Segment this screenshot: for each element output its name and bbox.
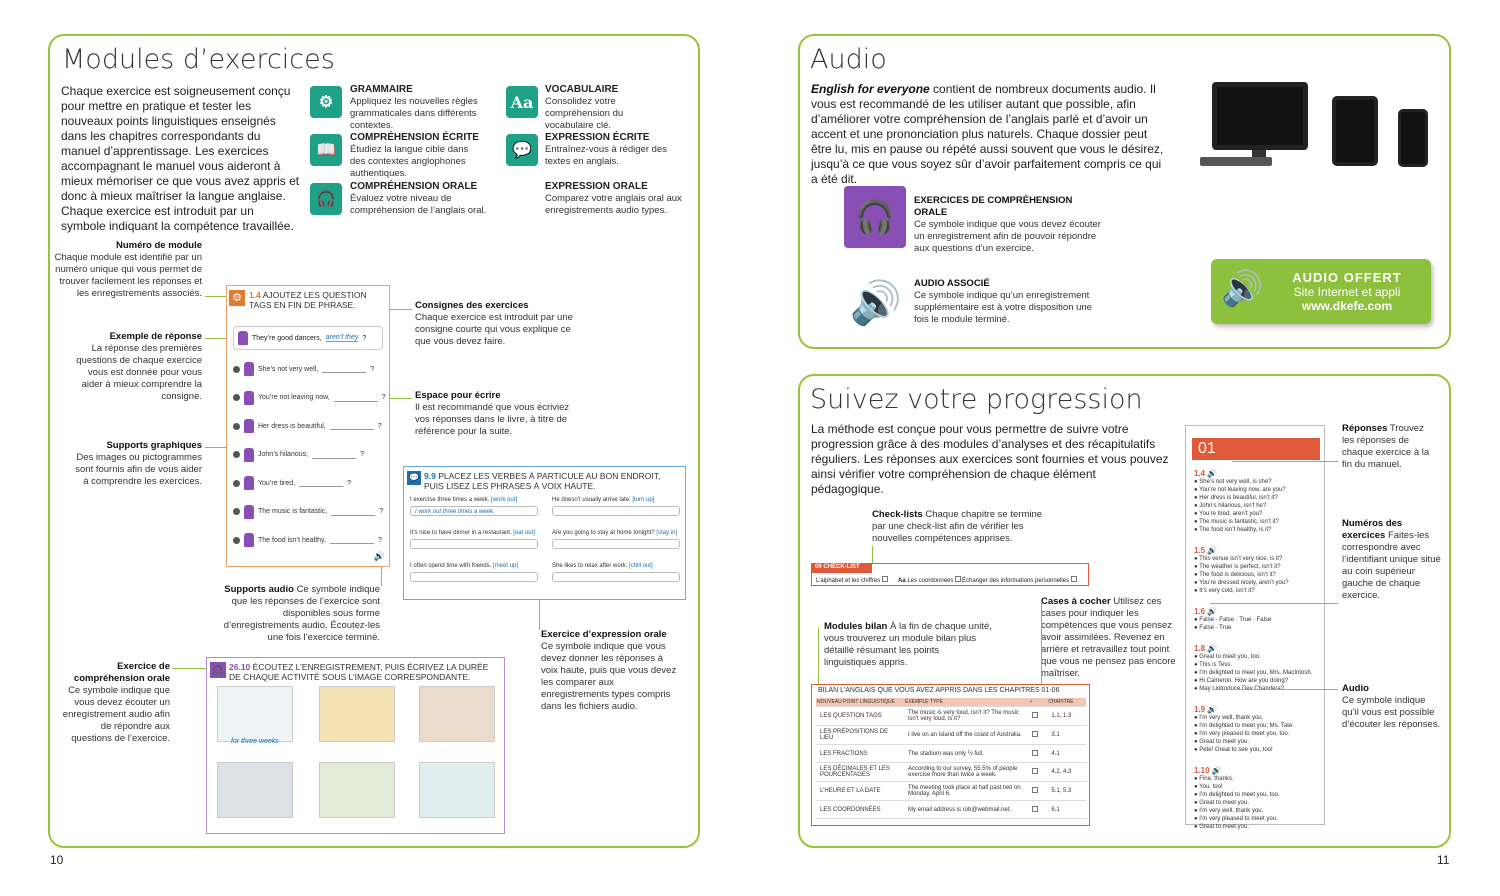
figure-icon — [244, 476, 254, 490]
item-verb: [eat out] — [513, 530, 535, 536]
annotation-desc: Trouvez les réponses de chaque exercice à la fin du manuel. — [1342, 423, 1430, 470]
tablet-icon — [1332, 96, 1378, 166]
answer-blank[interactable] — [334, 394, 378, 402]
activity-image — [419, 686, 495, 742]
figure-icon — [244, 419, 254, 433]
checkbox[interactable] — [1032, 787, 1038, 793]
feature-desc: Comparez votre anglais oral aux enregistrements audio types. — [545, 193, 682, 216]
headphones-icon: 🎧 — [844, 186, 906, 248]
book-icon: 📖 — [310, 134, 342, 166]
cell-chapter: 4.1 — [1047, 745, 1086, 763]
item-text: I exercise three times a week. — [410, 497, 490, 503]
answer-line: ● I’m delighted to meet you, too. — [1194, 792, 1280, 798]
answer-line: ● You’re tired, aren’t you? — [1194, 511, 1263, 517]
checklist-item: Échanger des informations personnelles — [962, 576, 1077, 584]
checklist-item: Aa Les coordonnées — [898, 576, 961, 584]
table-row — [816, 745, 1086, 763]
answer-line: ● Fine, thanks. — [1194, 776, 1234, 782]
item-text: The food isn’t healthy, — [258, 536, 326, 544]
figure-icon — [244, 362, 254, 376]
gear-icon: ⚙ — [310, 86, 342, 118]
annotation-title: Réponses — [1342, 423, 1388, 434]
annotation-desc: À la fin de chaque unité, vous trouverez un module bilan plus détaillé résumant les points linguistiques appris. — [824, 621, 992, 668]
feature-title: EXPRESSION ÉCRITE — [545, 132, 650, 143]
annotation-desc: Ce symbole indique que vous devez écouter un enregistrement audio afin de répondre aux questions de l’exercice. — [62, 685, 170, 744]
annotation-audio — [1342, 683, 1442, 731]
item-number — [233, 480, 240, 487]
answer-line: ● False · True — [1194, 625, 1232, 631]
item-text: It’s nice to have dinner in a restaurant. — [410, 530, 512, 536]
column-header: ✓ — [1028, 698, 1047, 707]
annotation-cases — [1041, 596, 1181, 680]
feature-desc: Appliquez les nouvelles règles grammaticales dans différents contextes. — [350, 96, 478, 131]
feature-desc: Étudiez la langue cible dans des contextes anglophones authentiques. — [350, 144, 469, 179]
exercise-item: You’re not leaving now, ? — [233, 391, 386, 405]
annotation-checklists — [872, 509, 1047, 545]
headphones-icon: 🎧 — [310, 183, 342, 215]
answer-blank[interactable] — [330, 422, 374, 430]
cell-example: I live on an island off the coast of Australia. — [904, 726, 1028, 745]
bilan-box — [811, 684, 1090, 826]
answer-field[interactable] — [410, 572, 538, 582]
annotation-title: Audio — [1342, 683, 1369, 694]
answer-line: ● It’s very cold, isn’t it? — [1194, 588, 1255, 594]
answer-block — [1194, 470, 1320, 534]
exercise-item — [410, 530, 538, 549]
answer-block — [1194, 608, 1320, 632]
answer-line: ● False · False · True · False — [1194, 617, 1272, 623]
answer-line: ● Great to meet you, too. — [1194, 654, 1261, 660]
example-answer: for three weeks — [231, 738, 279, 745]
feature-title: VOCABULAIRE — [545, 84, 619, 95]
audio-banner[interactable] — [1211, 259, 1431, 324]
aa-icon: Aa — [506, 86, 538, 118]
example-row: They’re good dancers, aren’t they ? — [233, 326, 383, 350]
checkbox[interactable] — [1032, 806, 1038, 812]
annotation-desc: Ce symbole indique qu’il vous est possible d’écouter les réponses. — [1342, 695, 1441, 730]
answer-line: ● Hi Cameron. How are you doing? — [1194, 678, 1289, 684]
annotation-title: Supports graphiques — [106, 440, 202, 451]
item-number — [233, 423, 240, 430]
answer-line: ● She’s not very well, is she? — [1194, 479, 1272, 485]
leader-line — [872, 546, 873, 564]
answer-line: ● I’m delighted to meet you, Mrs. MacIntosh. — [1194, 670, 1313, 676]
page-title: Modules d’exercices — [62, 44, 335, 75]
item-text: You’re not leaving now, — [258, 394, 330, 401]
answer-line: ● Pete! Great to see you, too! — [1194, 747, 1273, 753]
item-number — [233, 537, 240, 544]
exercise-number: 1.6 🔊 — [1194, 607, 1218, 616]
answer-line: ● The food isn’t healthy, is it? — [1194, 527, 1272, 533]
keyboard-icon — [1200, 157, 1272, 166]
banner-url[interactable]: www.dkefe.com — [1301, 299, 1393, 313]
answer-block — [1194, 645, 1320, 693]
annotation-writing-space — [415, 390, 575, 438]
banner-line1: AUDIO OFFERT — [1292, 270, 1402, 285]
answer-line: ● This venue isn’t very nice, is it? — [1194, 556, 1283, 562]
chapter-badge: 01 — [1192, 438, 1320, 460]
banner-line2: Site Internet et appli — [1293, 285, 1401, 299]
speech-bubble-icon: 💬 — [506, 134, 538, 166]
cell-point: LES PRÉPOSITIONS DE LIEU — [816, 726, 904, 745]
column-header: CHAPITRE — [1047, 698, 1086, 707]
answer-blank[interactable] — [330, 536, 374, 544]
audio-item-title: EXERCICES DE COMPRÉHENSION ORALE — [914, 195, 1073, 218]
item-text: I often spend time with friends. — [410, 563, 492, 569]
exercise-item — [410, 497, 538, 516]
annotation-title: Exercice de compréhension orale — [73, 661, 170, 684]
exercise-header — [207, 658, 504, 686]
annotation-title: Cases à cocher — [1041, 596, 1111, 607]
annotation-desc: Il est recommandé que vous écriviez vos réponses dans le livre, à titre de référence pour la suite. — [415, 402, 570, 437]
activity-image — [217, 686, 293, 742]
page-number: 11 — [1437, 853, 1450, 867]
cell-example: The stadium was only ½ full. — [904, 745, 1028, 763]
sample-exercise-phrasal-verbs — [403, 466, 686, 600]
leader-line — [818, 628, 819, 686]
checkbox[interactable] — [955, 576, 961, 582]
annotation-desc: Utilisez ces cases pour indiquer les compétences que vous pensez avoir assimilées. Revenez en arrière et retravaillez tout point que vous ne pensez pas encore maîtriser. — [1041, 596, 1176, 679]
exercise-item: She’s not very well, ? — [233, 362, 374, 376]
audio-item-desc: Ce symbole indique que vous devez écouter un enregistrement afin de pouvoir répondre aux questions d’un exercice. — [914, 219, 1101, 254]
audio-item — [914, 278, 1104, 326]
example-answer: aren’t they — [325, 334, 359, 341]
leader-line — [1214, 689, 1338, 690]
feature-desc: Consolidez votre compréhension du vocabulaire clé. — [545, 96, 624, 131]
answer-line: ● May I introduce Dev Chandera? — [1194, 686, 1285, 692]
annotation-title: Exemple de réponse — [109, 331, 202, 342]
exercise-number: 1.4 🔊 — [1194, 469, 1218, 478]
exercise-item: Her dress is beautiful, ? — [233, 419, 382, 433]
feature-title: GRAMMAIRE — [350, 84, 413, 95]
cell-chapter: 4.2, 4.3 — [1047, 763, 1086, 782]
cell-chapter: 5.1, 5.3 — [1047, 782, 1086, 801]
annotation-title: Numéros des exercices — [1342, 518, 1403, 541]
answer-line: ● Great to meet you. — [1194, 739, 1249, 745]
exercise-number: 1.10 🔊 — [1194, 766, 1222, 775]
annotation-answers — [1342, 423, 1434, 471]
checkbox-cell[interactable] — [1028, 745, 1047, 763]
annotation-instructions — [415, 300, 575, 348]
exercise-item — [552, 497, 680, 516]
annotation-graphics — [70, 440, 202, 488]
exercise-number: 1.9 🔊 — [1194, 705, 1218, 714]
column-header: NOUVEAU POINT LINGUISTIQUE — [816, 698, 904, 707]
item-text: John’s hilarious, — [258, 451, 309, 458]
bilan-title: BILAN L’ANGLAIS QUE VOUS AVEZ APPRIS DANS LES CHAPITRES 01-06 — [818, 687, 1060, 694]
item-text: You’re tired, — [258, 479, 296, 487]
exercise-item: The music is fantastic, ? — [233, 505, 383, 519]
exercise-item: John’s hilarious, ? — [233, 448, 364, 462]
answer-line: ● Great to meet you. — [1194, 824, 1249, 830]
exercise-number: 26.10 — [229, 662, 251, 672]
audio-title: Audio — [810, 44, 887, 75]
exercise-number: 1.4 — [249, 290, 261, 300]
item-text: The music is fantastic, — [258, 508, 328, 515]
activity-image — [419, 762, 495, 818]
answer-blank[interactable] — [312, 451, 356, 459]
annotation-desc: Chaque chapitre se termine par une check-list afin de vérifier les nouvelles compétences apprises. — [872, 509, 1043, 544]
page-number: 10 — [50, 853, 64, 867]
exercise-number: 9.9 — [424, 471, 436, 481]
figure-icon — [244, 391, 254, 405]
cell-point: LES DÉCIMALES ET LES POURCENTAGES — [816, 763, 904, 782]
checkbox-cell[interactable] — [1028, 801, 1047, 819]
speaker-icon: 🔊 — [373, 551, 385, 561]
answer-block — [1194, 547, 1320, 595]
exercise-item — [552, 530, 680, 549]
annotation-title: Modules bilan — [824, 621, 888, 632]
sample-exercise-question-tags — [226, 285, 390, 567]
answer-line: ● The music is fantastic, isn’t it? — [1194, 519, 1279, 525]
answer-line: ● I’m very well, thank you. — [1194, 808, 1264, 814]
example-text: They’re good dancers, — [252, 334, 322, 342]
gear-icon: ⚙ — [229, 290, 245, 306]
checklist-box — [811, 563, 1089, 586]
leader-line — [1232, 461, 1338, 462]
exercise-instruction: ÉCOUTEZ L’ENREGISTREMENT, PUIS ÉCRIVEZ LA DURÉE DE CHAQUE ACTIVITÉ SOUS L’IMAGE CORRESPONDANTE. — [229, 662, 489, 682]
item-verb: [chill out] — [629, 563, 653, 569]
answer-field[interactable] — [552, 506, 680, 516]
progress-intro: La méthode est conçue pour vous permettre de suivre votre progression grâce à des modules d’analyses et des récapitulatifs réguliers. Les réponses aux exercices sont fournies et vous pouvez ainsi vérifier votre compréhension de chaque élément pédagogique. — [811, 422, 1169, 496]
checklist-num: 06 — [815, 564, 822, 570]
item-verb: [meet up] — [493, 563, 519, 569]
answer-line: ● This is Tess. — [1194, 662, 1233, 668]
item-verb: [work out] — [491, 497, 518, 503]
answer-line: ● I’m very pleased to meet you. — [1194, 816, 1278, 822]
audio-intro-text: contient de nombreux documents audio. Il vous est recommandé de les utiliser autant que possible, afin d’améliorer votre compréhension de l’anglais parlé et d’avoir un accent et une prononciation plus naturels. Chaque dossier peut être lu, mis en pause ou répété aussi souvent que vous le désirez, jusqu’à ce que vous soyez sûr d’avoir parfaitement compris ce qui a été dit. — [811, 82, 1164, 186]
annotation-title: Check-lists — [872, 509, 923, 520]
checkbox[interactable] — [1032, 731, 1038, 737]
checkbox-cell[interactable] — [1028, 707, 1047, 726]
answer-line: ● Her dress is beautiful, isn’t it? — [1194, 495, 1278, 501]
item-text: She likes to relax after work. — [552, 563, 628, 569]
cell-example: My email address is rob@webmail.net. — [904, 801, 1028, 819]
annotation-desc: Chaque module est identifié par un numéro unique qui vous permet de trouver facilement les réponses et les enregistrements associés. — [54, 252, 202, 299]
speaker-icon: 🔊 — [1221, 270, 1264, 308]
annotation-module-number — [52, 240, 202, 300]
activity-image — [319, 762, 395, 818]
item-text: Are you going to stay at home tonight? — [552, 530, 655, 536]
audio-item — [914, 195, 1104, 255]
answer-blank[interactable] — [299, 479, 343, 487]
feature-title: EXPRESSION ORALE — [545, 181, 648, 192]
item-number — [233, 394, 240, 401]
annotation-bilan — [824, 621, 994, 669]
leader-line — [1210, 603, 1338, 604]
answer-line: ● I’m very well, thank you. — [1194, 715, 1264, 721]
annotation-title: Numéro de module — [115, 240, 202, 251]
answer-block — [1194, 706, 1320, 754]
cell-chapter: 6.1 — [1047, 801, 1086, 819]
figure-icon — [244, 533, 254, 547]
answer-blank[interactable] — [331, 508, 375, 516]
annotation-title: Exercice d’expression orale — [541, 629, 667, 640]
annotation-speaking — [541, 629, 681, 713]
cell-example: The meeting took place at half past two on Monday, April 6. — [904, 782, 1028, 801]
table-row — [816, 801, 1086, 819]
item-text: She’s not very well, — [258, 365, 319, 373]
book-title: English for everyone — [811, 82, 930, 96]
exercise-instruction: PLACEZ LES VERBES À PARTICULE AU BON ENDROIT, PUIS LISEZ LES PHRASES À VOIX HAUTE. — [424, 471, 661, 491]
figure-icon — [244, 505, 254, 519]
checkbox-cell[interactable] — [1028, 763, 1047, 782]
cell-chapter: 1.1, 1.3 — [1047, 707, 1086, 726]
answer-line: ● Great to meet you. — [1194, 800, 1249, 806]
progress-title: Suivez votre progression — [810, 384, 1143, 415]
feature-desc: Entraînez-vous à rédiger des textes en anglais. — [545, 144, 667, 167]
leader-line — [172, 668, 210, 669]
answer-field[interactable] — [410, 539, 538, 549]
cell-example: The music is very loud, isn’t it? The music isn’t very loud, is it? — [904, 707, 1028, 726]
cell-example: According to our survey, 55.5% of people exercise more than twice a week. — [904, 763, 1028, 782]
column-header: EXEMPLE TYPE — [904, 698, 1028, 707]
table-row — [816, 763, 1086, 782]
intro-text: Chaque exercice est soigneusement conçu pour mettre en pratique et tester les nouveaux points linguistiques enseignés dans les chapitres correspondants du manuel d’apprentissage. Les exercices accompagnant le manuel vous aideront à mieux mémoriser ce que vous avez appris et donc à mieux maîtriser la langue anglaise. Chaque exercice est introduit par un symbole indiquant la compétence travaillée. — [61, 84, 300, 233]
figure-icon — [238, 331, 248, 345]
item-number — [233, 508, 240, 515]
checklist-item: L’alphabet et les chiffres — [816, 576, 888, 584]
monitor-icon — [1212, 82, 1308, 150]
answer-sheet — [1185, 425, 1325, 830]
checkbox-cell[interactable] — [1028, 726, 1047, 745]
exercise-item: The food isn’t healthy, ? — [233, 533, 382, 547]
audio-item-title: AUDIO ASSOCIÉ — [914, 278, 990, 289]
cell-point: LES QUESTION TAGS — [816, 707, 904, 726]
table-row — [816, 707, 1086, 726]
annotation-listening — [60, 661, 170, 745]
cell-point: L’HEURE ET LA DATE — [816, 782, 904, 801]
activity-image — [217, 762, 293, 818]
audio-item-desc: Ce symbole indique qu’un enregistrement supplémentaire est à votre disposition une fois le module terminé. — [914, 290, 1092, 325]
annotation-desc: Ce symbole indique que vous devez donner les réponses à voix haute, puis que vous devez les comparer aux enregistrements types compris dans les fichiers audio. — [541, 641, 677, 712]
answer-line: ● You’re dressed nicely, aren’t you? — [1194, 580, 1289, 586]
table-row — [816, 726, 1086, 745]
answer-blank[interactable] — [322, 365, 366, 373]
speech-bubble-icon: 💬 — [407, 471, 421, 485]
phone-icon — [1398, 109, 1428, 167]
annotation-audio-support — [218, 584, 380, 644]
answer-line: ● You’re not leaving now, are you? — [1194, 487, 1286, 493]
cell-chapter: 3.1 — [1047, 726, 1086, 745]
exercise-instruction: AJOUTEZ LES QUESTION TAGS EN FIN DE PHRASE. — [249, 290, 367, 310]
checkbox[interactable] — [882, 576, 888, 582]
annotation-numbers — [1342, 518, 1442, 602]
item-number — [233, 451, 240, 458]
exercise-item — [410, 563, 538, 582]
annotation-title: Supports audio — [224, 584, 294, 595]
answer-field[interactable]: I work out three times a week. — [410, 506, 538, 516]
answer-block — [1194, 767, 1320, 831]
feature-title: COMPRÉHENSION ORALE — [350, 181, 478, 192]
annotation-desc: Chaque exercice est introduit par une consigne courte qui vous explique ce que vous devez faire. — [415, 312, 573, 347]
checklist-header — [812, 564, 872, 573]
cell-point: LES FRACTIONS — [816, 745, 904, 763]
bilan-table — [816, 698, 1086, 819]
cell-point: LES COORDONNÉES — [816, 801, 904, 819]
exercise-item: You’re tired, ? — [233, 476, 351, 490]
annotation-desc: Ce symbole indique que les réponses de l’exercice sont disponibles sous forme d’enregistrements audio. Écoutez-les une fois l’exercice terminé. — [223, 584, 380, 643]
item-number — [233, 366, 240, 373]
audio-intro — [811, 82, 1171, 187]
answer-field[interactable] — [552, 539, 680, 549]
annotation-desc: Faites-les correspondre avec l’identifiant unique situé au coin supérieur gauche de chaque exercice. — [1342, 530, 1441, 601]
answer-line: ● John’s hilarious, isn’t he? — [1194, 503, 1267, 509]
item-text: He doesn’t usually arrive late. — [552, 497, 631, 503]
checkbox[interactable] — [1032, 712, 1038, 718]
exercise-number: 1.5 🔊 — [1194, 546, 1218, 555]
exercise-header — [227, 286, 389, 314]
headphones-icon: 🎧 — [210, 662, 226, 678]
annotation-title: Consignes des exercices — [415, 300, 529, 311]
annotation-desc: Des images ou pictogrammes sont fournis afin de vous aider à comprendre les exercices. — [75, 452, 202, 487]
figure-icon — [244, 448, 254, 462]
feature-title: COMPRÉHENSION ÉCRITE — [350, 132, 479, 143]
item-verb: [stay in] — [656, 530, 678, 536]
checkbox[interactable] — [1032, 750, 1038, 756]
exercise-number: 1.8 🔊 — [1194, 644, 1218, 653]
answer-line: ● You, too! — [1194, 784, 1223, 790]
sample-exercise-listening — [206, 657, 505, 834]
table-row — [816, 782, 1086, 801]
exercise-item — [552, 563, 680, 582]
annotation-example — [70, 331, 202, 403]
exercise-header — [404, 467, 685, 495]
speaker-icon: 🔊 — [849, 279, 903, 326]
checklist-label: CHECK-LIST — [823, 564, 860, 570]
activity-image — [319, 686, 395, 742]
annotation-desc: La réponse des premières questions de chaque exercice vous est donnée pour vous aider à mieux comprendre la consigne. — [76, 343, 202, 402]
annotation-title: Espace pour écrire — [415, 390, 501, 401]
feature-desc: Évaluez votre niveau de compréhension de l’anglais oral. — [350, 193, 487, 216]
checkbox[interactable] — [1032, 768, 1038, 774]
answer-line: ● I’m delighted to meet you, Ms. Tate. — [1194, 723, 1294, 729]
answer-line: ● The food is delicious, isn’t it? — [1194, 572, 1276, 578]
item-verb: [turn up] — [632, 497, 655, 503]
answer-field[interactable] — [552, 572, 680, 582]
item-text: Her dress is beautiful, — [258, 422, 326, 430]
answer-line: ● I’m very pleased to meet you, too. — [1194, 731, 1290, 737]
answer-line: ● The weather is perfect, isn’t it? — [1194, 564, 1281, 570]
checkbox-cell[interactable] — [1028, 782, 1047, 801]
checkbox[interactable] — [1071, 576, 1077, 582]
